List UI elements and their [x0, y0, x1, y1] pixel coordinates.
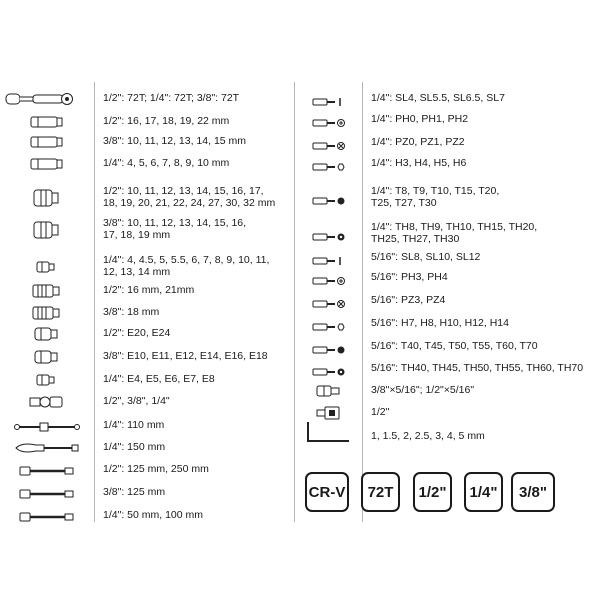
right-column-divider [362, 82, 363, 522]
right-item-text: 1/4": SL4, SL5.5, SL6.5, SL7 [371, 92, 505, 104]
right-item-text: 5/16": PZ3, PZ4 [371, 294, 446, 306]
extension-bar-icon [19, 487, 75, 505]
left-item-text: 1/2": 16, 17, 18, 19, 22 mm [103, 115, 230, 127]
tamper-torx-bit-icon [312, 364, 348, 382]
left-item-text: 1/4": 110 mm [103, 419, 165, 431]
phillips-bit-icon [312, 273, 348, 291]
left-column-divider [94, 82, 95, 522]
spark-plug-socket-icon [32, 283, 62, 304]
right-item-text: 1/4": TH8, TH9, TH10, TH15, TH20, [371, 221, 538, 233]
spark-plug-socket-icon [32, 305, 62, 326]
spec-badge: 72T [361, 472, 400, 512]
left-item-text: 3/8": E10, E11, E12, E14, E16, E18 [103, 350, 268, 362]
left-item-text: 1/2": 125 mm, 250 mm [103, 463, 209, 475]
right-item-text: 1/4": PH0, PH1, PH2 [371, 113, 469, 125]
spinner-handle-icon [14, 441, 80, 460]
right-item-text: 1/4": T8, T9, T10, T15, T20, [371, 185, 500, 197]
right-item-text: 1/4": H3, H4, H5, H6 [371, 157, 467, 169]
right-item-text: 1/2" [371, 406, 390, 418]
slotted-bit-icon [312, 94, 348, 112]
left-item-text: 1/2": 16 mm, 21mm [103, 284, 195, 296]
e-torx-socket-icon [33, 349, 61, 370]
bit-adapter-icon [315, 383, 345, 404]
right-item-text: TH25, TH27, TH30 [371, 232, 460, 245]
small-socket-icon [35, 260, 59, 279]
left-item-text: 1/2": 72T; 1/4": 72T; 3/8": 72T [103, 92, 240, 104]
right-item-text: 1, 1.5, 2, 2.5, 3, 4, 5 mm [371, 430, 485, 442]
tamper-torx-bit-icon [312, 229, 348, 247]
deep-socket-icon [30, 157, 64, 176]
right-item-text: T25, T27, T30 [371, 196, 437, 209]
extension-bar-icon [19, 510, 75, 528]
torx-bit-icon [312, 342, 348, 360]
center-column-divider [294, 82, 295, 522]
spec-badge: 1/4" [464, 472, 503, 512]
left-item-text: 1/4": 150 mm [103, 441, 166, 453]
left-item-text: 1/4": 4, 4.5, 5, 5.5, 6, 7, 8, 9, 10, 11, [103, 254, 270, 266]
hex-bit-icon [312, 159, 348, 177]
left-item-text: 12, 13, 14 mm [103, 265, 171, 278]
e-torx-socket-icon [33, 326, 61, 347]
left-item-text: 3/8": 10, 11, 12, 13, 14, 15, 16, [103, 217, 247, 229]
phillips-bit-icon [312, 115, 348, 133]
torx-bit-icon [312, 193, 348, 211]
extension-bar-icon [19, 464, 75, 482]
left-item-text: 17, 18, 19 mm [103, 228, 171, 241]
left-item-text: 1/4": 4, 5, 6, 7, 8, 9, 10 mm [103, 157, 230, 169]
left-item-text: 1/4": E4, E5, E6, E7, E8 [103, 373, 215, 385]
pozidriv-bit-icon [312, 296, 348, 314]
small-socket-icon [35, 373, 59, 392]
left-item-text: 3/8": 18 mm [103, 306, 160, 318]
slotted-bit-icon [312, 253, 348, 271]
left-item-text: 1/2", 3/8", 1/4" [103, 395, 170, 407]
left-item-text: 1/4": 50 mm, 100 mm [103, 509, 204, 521]
sliding-t-bar-icon [14, 420, 80, 438]
hex-bit-icon [312, 319, 348, 337]
left-item-text: 18, 19, 20, 21, 22, 24, 27, 30, 32 mm [103, 196, 276, 209]
ratchet-icon [5, 92, 75, 111]
spec-badge: CR-V [305, 472, 349, 512]
deep-socket-icon [30, 115, 64, 134]
universal-joint-icon [29, 394, 65, 415]
hex-key-icon [305, 420, 351, 449]
socket-icon [32, 188, 62, 213]
right-item-text: 3/8"×5/16"; 1/2"×5/16" [371, 384, 475, 396]
right-item-text: 5/16": H7, H8, H10, H12, H14 [371, 317, 509, 329]
spec-badge: 3/8" [511, 472, 555, 512]
right-item-text: 5/16": T40, T45, T50, T55, T60, T70 [371, 340, 538, 352]
socket-icon [32, 220, 62, 245]
right-item-text: 5/16": PH3, PH4 [371, 271, 448, 283]
left-item-text: 1/2": E20, E24 [103, 327, 171, 339]
left-item-text: 3/8": 125 mm [103, 486, 166, 498]
right-item-text: 1/4": PZ0, PZ1, PZ2 [371, 136, 465, 148]
spec-badge: 1/2" [413, 472, 452, 512]
deep-socket-icon [30, 135, 64, 154]
right-item-text: 5/16": TH40, TH45, TH50, TH55, TH60, TH70 [371, 362, 584, 374]
left-item-text: 1/2": 10, 11, 12, 13, 14, 15, 16, 17, [103, 185, 264, 197]
right-item-text: 5/16": SL8, SL10, SL12 [371, 251, 481, 263]
left-item-text: 3/8": 10, 11, 12, 13, 14, 15 mm [103, 135, 247, 147]
pozidriv-bit-icon [312, 138, 348, 156]
